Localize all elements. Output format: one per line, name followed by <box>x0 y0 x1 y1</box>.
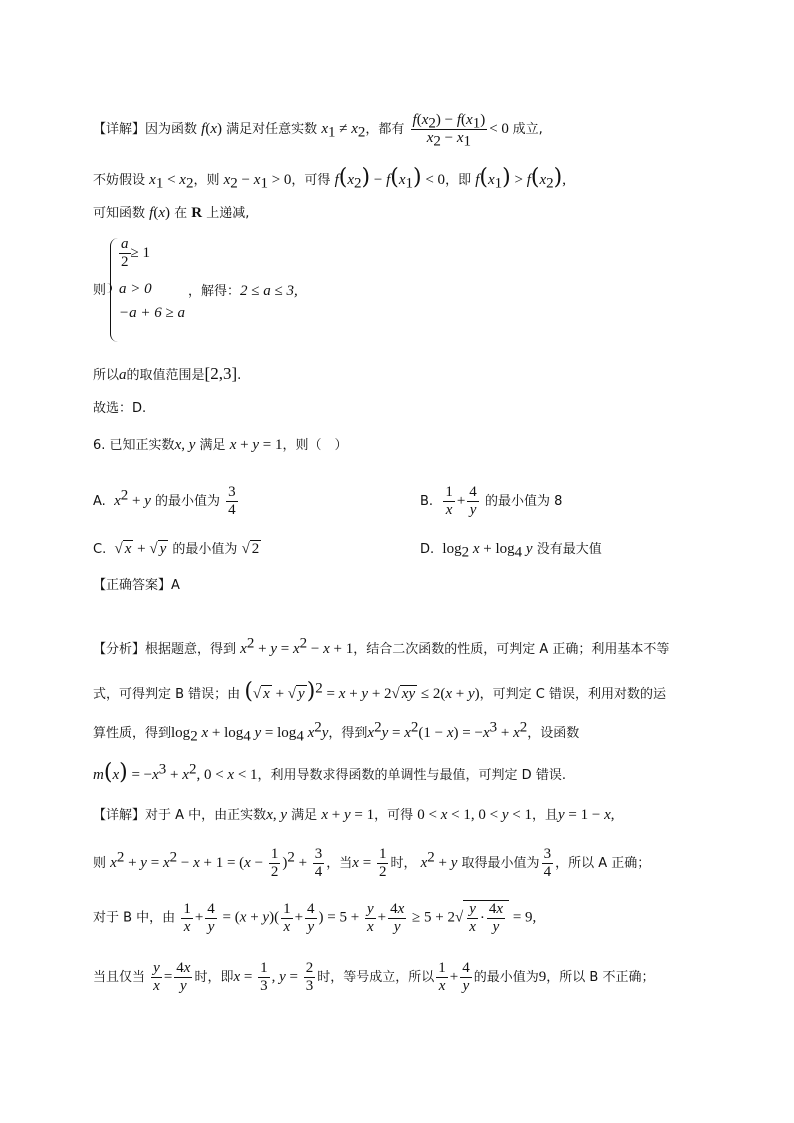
answer-5: 故选：D. <box>93 401 147 416</box>
detail2-line-3: 对于 B 中，由 $\frac{1}{x}$ + $\frac{4}{y}$ = (x + y)( $\frac{1}{x}$ + $\frac{4}{y}$ ) = 5 + $\frac{y}{x}$ + $\frac{4x}{y}$ ≥ 5 + 2√ $\frac{y}{x}$ · $\frac{4x}{y}$ = 9, <box>93 900 537 935</box>
option-a: A. $x^2 + y$ 的最小值为 $\frac{3}{4}$ <box>93 484 236 518</box>
detail-line-1: 【详解】因为函数 f(x) 满足对任意实数 $x_1 \ne x_2$，都有 $\frac{f(x_2) - f(x_1)}{x_2 - x_1}$ < 0 成立, <box>93 112 543 150</box>
detail-line-3: 可知函数 f(x) 在 R 上递减, <box>93 205 250 221</box>
system-eq-1: $\frac{a}{2}$ ≥ 1 <box>121 236 150 270</box>
analysis-line-3: 算性质，得到$\log_2 x + \log_4 y = \log_4 x^2y$，得到$x^2y = x^2(1 - x) = -x^3 + x^2$，设函数 <box>93 719 580 745</box>
option-d: D. $\log_2 x + \log_4 y$ 没有最大值 <box>420 541 602 561</box>
detail2-line-1: 【详解】对于 A 中，由正实数x, y 满足 x + y = 1，可得 0 < x < 1, 0 < y < 1，且y = 1 − x, <box>93 807 615 823</box>
option-c: C. √ x + √ y 的最小值为 √ 2 <box>93 541 260 557</box>
analysis-line-1: 【分析】根据题意，得到 $x^2 + y = x^2 - x + 1$，结合二次函数的性质，可判定 A 正确；利用基本不等 <box>93 635 670 657</box>
detail2-line-4: 当且仅当 $\frac{y}{x}$ = $\frac{4x}{y}$ 时，即x = $\frac{1}{3}$ , y = $\frac{2}{3}$ 时，等号成立，所以 $\frac{1}{x}$ + $\frac{4}{y}$ 的最小值为9，所以 B 不正确； <box>93 960 655 994</box>
system-prefix: 则 <box>93 283 107 298</box>
option-b: B. $\frac{1}{x}$ + $\frac{4}{y}$ 的最小值为 8 <box>420 484 563 518</box>
analysis-line-2: 式，可得判定 B 错误；由 (√ x + √ y)$^2$ = x + y + 2√ xy ≤ 2(x + y)，可判定 C 错误，利用对数的运 <box>93 679 666 704</box>
system-eq-3: −a + 6 ≥ a <box>119 305 185 321</box>
system-suffix: ，解得：2 ≤ a ≤ 3, <box>188 283 298 299</box>
detail2-line-2: 则 $x^2 + y = x^2 - x + 1 = (x$ − $\frac{1}{2}$ )$^2$ + $\frac{3}{4}$ ，当x = $\frac{1}{2}$ 时， $x^2 + y$ 取得最小值为 $\frac{3}{4}$ ，所以 A 正确； <box>93 846 651 880</box>
detail-line-2: 不妨假设 $x_1 < x_2$，则 $x_2 - x_1 > 0$，可得 $f(x_2) - f(x_1) < 0$，即 $f(x_1) > f(x_2)$, <box>93 165 566 192</box>
range-line: 所以a的取值范围是[2,3]. <box>93 364 242 383</box>
difference-quotient: $\frac{f(x_2) - f(x_1)}{x_2 - x_1}$ <box>412 112 486 150</box>
detail-tag: 【详解】 <box>93 122 146 137</box>
analysis-line-4: $m(x) = -x^3 + x^2$, 0 < x < 1，利用导数求得函数的单调性与最值，可判定 D 错误. <box>93 760 566 785</box>
correct-answer: 【正确答案】A <box>93 578 180 593</box>
system-eq-2: a > 0 <box>119 281 152 297</box>
question-6: 6. 已知正实数x, y 满足 x + y = 1，则（ ） <box>93 437 348 453</box>
